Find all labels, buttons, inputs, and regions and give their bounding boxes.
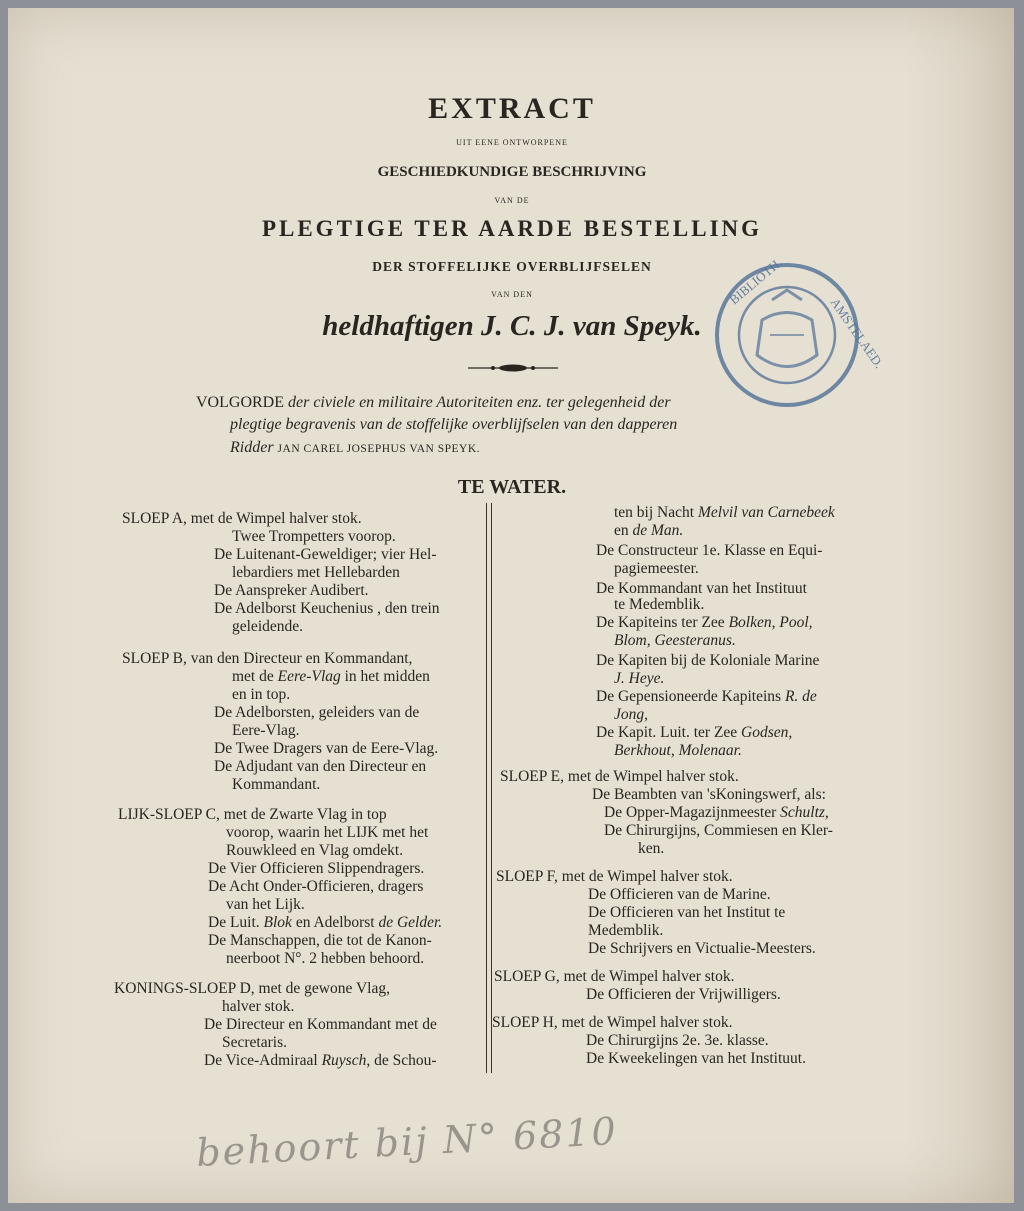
right-line-part: de Man. [632, 522, 684, 539]
right-line: SLOEP G, met de Wimpel halver stok. [494, 968, 735, 985]
right-line-part: Melvil van Carnebeek [697, 504, 835, 521]
right-line: De Officieren van het Institut te [588, 904, 786, 921]
left-line: De Adelborst Keuchenius , den trein [214, 600, 440, 617]
intro-line-3 [230, 437, 480, 460]
right-line-part: R. de [784, 688, 817, 705]
left-line-part: De Luit. [208, 914, 264, 931]
right-line-part: De Opper-Magazijnmeester [604, 804, 781, 821]
left-line: De Acht Onder-Officieren, dragers [208, 878, 424, 895]
left-line: Kommandant. [232, 776, 321, 793]
left-line: en in top. [232, 686, 291, 703]
right-line: De Chirurgijns 2e. 3e. klasse. [586, 1032, 769, 1049]
right-line: J. Heye. [614, 670, 665, 687]
right-line: SLOEP F, met de Wimpel halver stok. [496, 868, 733, 885]
right-line: te Medemblik. [614, 596, 705, 613]
right-line: De Kommandant van het Instituut [596, 580, 807, 597]
left-line: De Adelborsten, geleiders van de [214, 704, 420, 721]
left-line: Twee Trompetters voorop. [232, 528, 396, 545]
right-line: De Beambten van 'sKoningswerf, als: [592, 786, 826, 803]
left-line-part: Eere-Vlag [277, 668, 341, 685]
left-line: SLOEP A, met de Wimpel halver stok. [122, 510, 362, 527]
section-title: TE WATER. [457, 476, 567, 498]
library-stamp-icon [712, 254, 887, 410]
right-line [596, 688, 817, 706]
right-line-part: De Gepensioneerde Kapiteins [596, 688, 785, 705]
subtitle-line-3: VAN DE [494, 196, 530, 205]
stamp-text-right: AMSTELAED. [827, 295, 887, 371]
stamp-text-top: BIBLIOTH. [726, 254, 785, 308]
intro-line-2: plegtige begravenis van de stoffelijke overblijfselen van den dapperen [230, 416, 678, 433]
left-line-part: de Gelder. [378, 914, 443, 931]
right-line-part: Bolken, Pool, [728, 614, 813, 631]
left-line: voorop, waarin het LIJK met het [226, 824, 429, 841]
right-line: Berkhout, Molenaar. [614, 742, 742, 759]
left-line-part: Blok [263, 914, 292, 931]
ornament-divider-icon [468, 362, 558, 374]
right-line: De Kapiten bij de Koloniale Marine [596, 652, 820, 669]
right-line: De Officieren van de Marine. [588, 886, 771, 903]
left-line: De Aanspreker Audibert. [214, 582, 369, 599]
left-line [204, 1052, 437, 1070]
document-title: EXTRACT [428, 92, 596, 125]
left-line: De Vier Officieren Slippendragers. [208, 860, 425, 877]
left-line-part: Ruysch [321, 1052, 367, 1069]
left-line: SLOEP B, van den Directeur en Kommandant, [122, 650, 413, 667]
right-line-part: Schultz, [780, 804, 829, 821]
left-line: De Luitenant-Geweldiger; vier Hel- [214, 546, 437, 563]
column-divider [486, 503, 492, 1073]
right-line [614, 522, 683, 540]
intro-line-1 [196, 392, 671, 414]
left-line: Rouwkleed en Vlag omdekt. [226, 842, 404, 859]
left-line: neerboot N°. 2 hebben behoord. [226, 950, 425, 967]
right-line: Blom, Geesteranus. [614, 632, 736, 649]
left-line: Secretaris. [222, 1034, 287, 1051]
right-line-part: en [614, 522, 633, 539]
left-line-part: De Vice-Admiraal [204, 1052, 322, 1069]
left-line [232, 668, 430, 686]
subtitle-line-5: DER STOFFELIJKE OVERBLIJFSELEN [372, 259, 652, 274]
left-line-part: met de [232, 668, 278, 685]
intro-keyword: VOLGORDE [196, 394, 284, 411]
right-line: SLOEP E, met de Wimpel halver stok. [500, 768, 739, 785]
right-line: Jong, [614, 706, 649, 723]
left-line: De Twee Dragers van de Eere-Vlag. [214, 740, 439, 757]
right-line: De Schrijvers en Victualie-Meesters. [588, 940, 816, 957]
right-line [596, 724, 792, 742]
handwritten-note: behoort bij N° 6810 [195, 1108, 619, 1176]
left-line: Eere-Vlag. [232, 722, 300, 739]
right-line: Medemblik. [588, 922, 664, 939]
right-line: SLOEP H, met de Wimpel halver stok. [492, 1014, 733, 1031]
left-line-part: in het midden [340, 668, 430, 685]
right-line-part: ten bij Nacht [614, 504, 698, 521]
left-line: van het Lijk. [226, 896, 305, 913]
left-line-part: en Adelborst [291, 914, 379, 931]
intro-text-3: Ridder [230, 439, 278, 456]
subtitle-line-1: UIT EENE ONTWORPENE [456, 138, 568, 147]
left-line: lebardiers met Hellebarden [232, 564, 400, 581]
right-line-part: De Kapiteins ter Zee [596, 614, 729, 631]
left-line: LIJK-SLOEP C, met de Zwarte Vlag in top [118, 806, 387, 823]
left-line [208, 914, 442, 932]
right-line: ken. [638, 840, 665, 857]
right-line-part: De Kapit. Luit. ter Zee [596, 724, 742, 741]
intro-text-1: der civiele en militaire Autoriteiten enz. ter gelegenheid der [284, 394, 671, 411]
right-line-part: Godsen, [741, 724, 793, 741]
left-line: geleidende. [232, 618, 304, 635]
hero-name: heldhaftigen J. C. J. van Speyk. [322, 310, 702, 342]
left-line: De Directeur en Kommandant met de [204, 1016, 437, 1033]
left-line: halver stok. [222, 998, 295, 1015]
left-line: KONINGS-SLOEP D, met de gewone Vlag, [114, 980, 390, 997]
right-line: De Kweekelingen van het Instituut. [586, 1050, 806, 1067]
subtitle-line-4: PLEGTIGE TER AARDE BESTELLING [261, 216, 763, 241]
subtitle-line-2: GESCHIEDKUNDIGE BESCHRIJVING [377, 164, 647, 180]
left-line: De Adjudant van den Directeur en [214, 758, 427, 775]
subtitle-line-6: VAN DEN [491, 290, 533, 299]
right-line [596, 614, 813, 632]
right-line: pagiemeester. [614, 560, 699, 577]
intro-name: JAN CAREL JOSEPHUS VAN SPEYK. [277, 443, 481, 455]
right-line: De Officieren der Vrijwilligers. [586, 986, 781, 1003]
right-line: De Constructeur 1e. Klasse en Equi- [596, 542, 823, 559]
left-line-part: , de Schou- [366, 1052, 437, 1069]
right-line [604, 804, 829, 822]
right-line [614, 504, 835, 522]
right-line: De Chirurgijns, Commiesen en Kler- [604, 822, 833, 839]
left-line: De Manschappen, die tot de Kanon- [208, 932, 432, 949]
